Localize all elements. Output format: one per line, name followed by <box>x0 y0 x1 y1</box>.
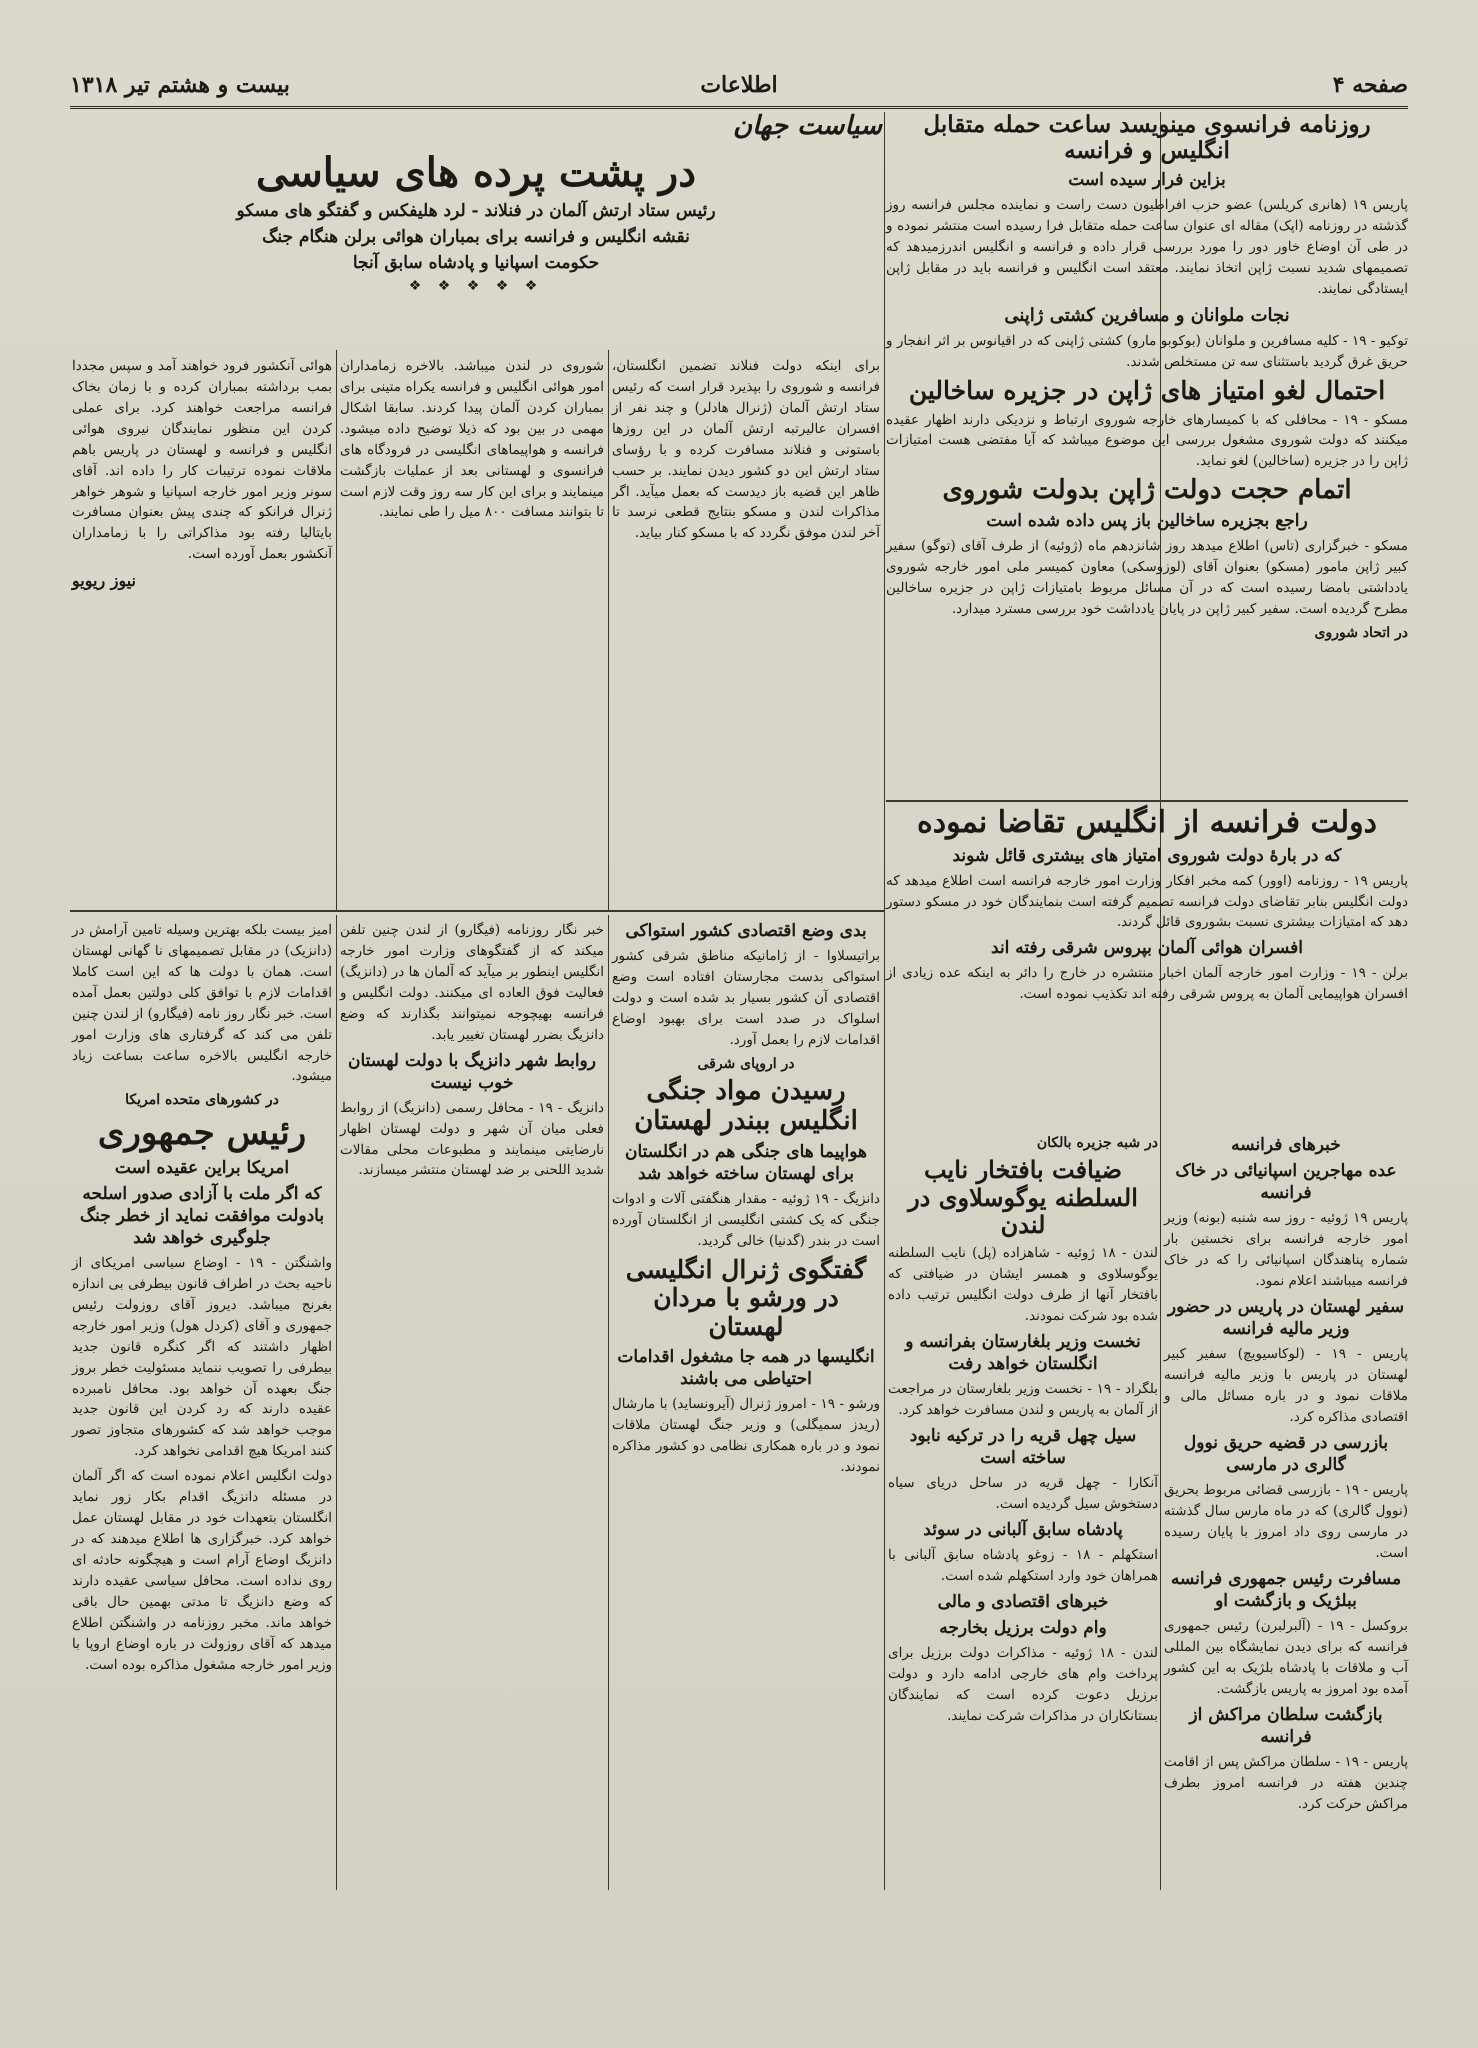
article-body: بروکسل - ۱۹ - (آلبرلبرن) رئیس جمهوری فرانسه که برای دیدن نمایشگاه بین المللی آب و ملاقات با پادشاه بلژیک به این کشور آمده بود امروز به پاریس بازگشت. <box>1164 1617 1408 1697</box>
article-body: دانزیگ - ۱۹ - محافل رسمی (دانزیگ) از روابط فعلی میان آن شهر و دولت لهستان اظهار نارضایتی مینمایند و مطبوعات محلی مقالات شدید اللحنی بر ضد لهستان منتشر میسازند. <box>340 1099 604 1179</box>
subhead-line-3: حکومت اسپانیا و پادشاه سابق آنجا <box>352 253 600 274</box>
center-feature <box>70 112 882 298</box>
section-label: خبرهای فرانسه <box>1231 1135 1341 1155</box>
headline-ultimatum: اتمام حجت دولت ژاپن بدولت شوروی <box>942 475 1352 506</box>
section-rule <box>70 910 885 912</box>
column-rule <box>336 350 337 910</box>
lower-right-column <box>886 806 1408 1009</box>
subhead-france-request: که در بارهٔ دولت شوروی امتیاز های بیشتری قائل شوند <box>952 845 1342 866</box>
article-body: پاریس - ۱۹ - سلطان مراکش پس از اقامت چندین هفته در فرانسه امروز بطرف مراکش حرکت کرد. <box>1164 1753 1408 1812</box>
headline-war-materials: رسیدن مواد جنگی انگلیس ببندر لهستان <box>634 1075 858 1136</box>
subhead-counterattack: بزاین فرار سیده است <box>1068 169 1226 190</box>
article-body: پاریس ۱۹ ژوئیه - روز سه شنبه (بونه) وزیر امور خارجه فرانسه برای نخستین بار شماره پناهندگان اسپانیائی را که در خاک فرانسه میباشند اعلام نمود. <box>1164 1210 1408 1290</box>
issue-date: بیست و هشتم تیر ۱۳۱۸ <box>70 72 290 98</box>
article-body: خبر نگار روزنامه (فیگارو) از لندن چنین تلفن میکند که از گفتگوهای وزارت امور خارجه انگلیس اینطور بر میآید که آلمان ها در (دانزیگ) فعالیت فوق العاده ای میکنند. دولت انگلیس و فرانسه بهیچوجه نمیتوانند بگذارند که وضع دانزیگ بضرر لهستان تغییر یابد. <box>340 922 604 1043</box>
headline-fire: بازرسی در قضیه حریق نوول گالری در مارسی <box>1183 1432 1389 1475</box>
article-body: براتیسلاوا - از ژامانیکه مناطق شرقی کشور استواکی بدست مجارستان افتاده است وضع اقتصادی آن کشور بسیار بد شده است و دولت اسلواک در صدد است برای بهبود اوضاع اقدامات لازم را بعمل آورد. <box>612 948 880 1048</box>
article-body: دولت انگلیس اعلام نموده است که اگر آلمان در مسئله دانزیگ اقدام بکار زور نماید انگلستان بتعهدات خود در مقابل لهستان عمل خواهد کرد. خبرگزاری ها اطلاع میدهند که در دانزیگ اوضاع آرام است و هیچگونه حادثه ای روی نداده است. محافل سیاسی عقیده دارند که وضع دانزیگ تا مدتی بهمین حال باقی خواهد ماند. مخبر روزنامه در واشنگتن اطلاع میدهد که آقای روزولت در باره اوضاع اروپا با وزیر امور خارجه مشغول مذاکره بوده است. <box>72 1468 332 1673</box>
subhead-general-warsaw: انگلیسها در همه جا مشغول اقدامات احتیاطی می باشند <box>617 1346 875 1389</box>
article-body: آنکارا - چهل قریه در ساحل دریای سیاه دستخوش سیل گردیده است. <box>888 1474 1158 1512</box>
section-label: در شبه جزیره بالکان <box>1036 1135 1158 1151</box>
subhead-war-materials: هواپیما های جنگی هم در انگلستان برای لهستان ساخته خواهد شد <box>624 1141 868 1184</box>
headline-bulgaria: نخست وزیر بلغارستان بفرانسه و انگلستان خواهد رفت <box>905 1331 1141 1374</box>
section-rule <box>886 800 1408 802</box>
headline-loan: وام دولت برزیل بخارجه <box>939 1617 1107 1638</box>
headline-flood: سیل چهل قریه را در ترکیه نابود ساخته است <box>909 1425 1137 1468</box>
article-body: برلن - ۱۹ - وزارت امور خارجه آلمان اخبار منتشره در خارج را دائر به اینکه عده زیادی از افسران هواپیمایی آلمان به پروس شرقی رفته اند تکذیب نموده است. <box>886 965 1408 1003</box>
headline-sultan: بازگشت سلطان مراکش از فرانسه <box>1189 1704 1383 1747</box>
ornament-divider: ❖ ❖ ❖ ❖ ❖ <box>408 278 544 295</box>
article-body: واشنگتن - ۱۹ - اوضاع سیاسی امریکای از ناحیه بحث در اطراف قانون بیطرفی بی اندازه بغرنج میباشد. دیروز آقای روزولت رئیس جمهوری و آقای (کردل هول) وزیر امور خارجه اظهار داشتند که اگر کنگره قانون جدید بیطرفی را تصویب ننماید مسئولیت خطر بروز جنگ بعهده آن خواهد بود. محافل نامبرده عقیده دارند که رد کردن این قانون جدید موجب خواهد شد که کشورهای متجاوز تصور کنند امریکا هیچ اقدامی نخواهد کرد. <box>72 1255 333 1460</box>
subhead-president-2: که اگر ملت با آزادی صدور اسلحه بادولت موافقت نماید از خطر جنگ جلوگیری خواهد شد <box>79 1183 325 1248</box>
headline-officers: افسران هوائی آلمان بپروس شرقی رفته اند <box>991 938 1303 959</box>
article-body: شوروی در لندن میباشد. بالاخره زمامداران امور هوائی انگلیس و فرانسه یکراه متینی برای بمباران کردن آلمان پیدا کردند. سابقا اشکال مهمی در بین بود که ذیلا توضیح داده میشود. فرانسه و هواپیماهای انگلیسی در فرودگاه های فرانسوی و لهستانی بعد از عملیات بازگشت مینمایند و برای این کار سه روز وقت لازم است تا بتوانند مسافت ۸۰۰ میل را طی نمایند. <box>340 358 604 521</box>
section-label: در اروپای شرقی <box>697 1055 795 1072</box>
article-body: هوائی آنکشور فرود خواهند آمد و سپس مجددا بمب برداشته بمباران کرده و با زمان بخاک فرانسه مراجعت خواهند کرد. برای عملی کردن این منظور نمایندگان نیروی هوائی انگلیس و فرانسه و لهستان در پاریس باهم ملاقات نموده ترتیبات کار را داده اند. آقای سونر وزیر امور خارجه اسپانیا و شوهر خواهر ژنرال فرانکو که چندی پیش بعنوان مسافرت بایتالیا رفته بود مذاکراتی را با زمامداران آنکشور بعمل آورده است. <box>72 358 332 563</box>
article-body: مسکو - خبرگزاری (تاس) اطلاع میدهد روز شانزدهم ماه (ژوئیه) از طرف آقای (توگو) سفیر کبیر ژاپن مامور (مسکو) بعنوان آقای (لوزوسکی) معاون کمیسر ملی امور خارجه شوروی یادداشتی بامضا رسیده است که در آن مسائل مربوط بامتیازات ژاپن در جزیره ساخالین مطرح گردیده است. سفیر کبیر ژاپن در پایان یادداشت خود بررسی مسترد میدارد. <box>886 538 1408 618</box>
masthead <box>70 66 1408 109</box>
subhead-line-1: رئیس ستاد ارتش آلمان در فنلاند - لرد هلیفکس و گفتگو های مسکو <box>236 200 716 221</box>
subhead-president-1: امریکا براین عقیده است <box>114 1157 290 1178</box>
right-column <box>886 112 1408 646</box>
paper-name: اطلاعات <box>700 72 778 98</box>
article-body: امیز بیست بلکه بهترین وسیله تامین آرامش در (دانزیک) در مقابل تصمیمهای نا گهانی لهستان است. همان با دولت ها که این است کاملا اقدامات لازم با توافق کلی دولتین بعمل آمده است. خبر نگار روز نامه (فیگارو) از لندن چنین تلفن می کند که گرفتاری های وزارت امور خارجه انگلیس بالاخره ساعت بساعت زیاد میشود. <box>72 922 332 1085</box>
column-rule <box>608 350 609 910</box>
article-body: دانزیگ - ۱۹ ژوئیه - مقدار هنگفتی آلات و ادوات جنگی که یک کشتی انگلیسی از انگلستان آورده است در بندر (گدنیا) خالی گردید. <box>612 1190 880 1249</box>
feature-column-a <box>612 352 880 548</box>
headline-counterattack: روزنامه فرانسوی مینویسد ساعت حمله متقابل انگلیس و فرانسه <box>923 111 1371 165</box>
headline-france-request: دولت فرانسه از انگلیس تقاضا نموده <box>917 805 1377 840</box>
feature-column-b <box>340 352 604 527</box>
article-body: پاریس - ۱۹ - (لوکاسیویچ) سفیر کبیر لهستان در پاریس با وزیر مالیه فرانسه ملاقات نمود و در باره مسائل مالی و اقتصادی مذاکره کرد. <box>1164 1346 1408 1425</box>
balkan-column <box>888 1130 1158 1731</box>
column-rule <box>884 112 885 1890</box>
headline-shipwreck: نجات ملوانان و مسافرین کشتی ژاپنی <box>1004 304 1290 326</box>
lower-left-column-a <box>72 916 332 1679</box>
article-body: مسکو - ۱۹ - محافلی که با کمیسارهای خارجه شوروی ارتباط و نزدیکی دارند اظهار عقیده میکنند که دولت شوروی مشغول بررسی این موضوع میباشد که آیا مفتضی هست امتیازات ژاپن را در جزیره (ساخالین) لغو نماید. <box>886 411 1408 470</box>
source-signoff: نیوز ریویو <box>72 571 137 591</box>
headline-yugoslav: ضیافت بافتخار نایب السلطنه یوگوسلاوی در لندن <box>908 1155 1138 1240</box>
article-body: لندن - ۱۸ ژوئیه - شاهزاده (پل) نایب السلطنه یوگوسلاوی و همسر ایشان در ضیافتی که بافتخار آنها از طرف دولت انگلیس ترتیب داده شده بود شرکت نمودند. <box>888 1244 1158 1324</box>
article-body: لندن - ۱۸ ژوئیه - مذاکرات دولت برزیل برای پرداخت وام های خارجی ادامه دارد و دولت برزیل دعوت کرده است که نمایندگان بستانکاران در مذاکرات شرکت نمایند. <box>888 1644 1158 1724</box>
headline-behind-curtain: در پشت پرده های سیاسی <box>255 148 697 196</box>
headline-president: رئیس جمهوری <box>97 1112 307 1153</box>
article-body: پاریس ۱۹ (هانری کریلس) عضو حزب افراطیون دست راست و نماینده مجلس فرانسه روز گذشته در روزنامه (اپک) مقاله ای عنوان ساعت حمله متقابل فرا رسیده است منتشر نموده و در طی آن اوضاع خاور دور را مورد بررسی قرار داده و فرانسه و انگلیس اندرزمیدهد که تصمیمهای شدید نسبت ژاپن اتخاذ نمایند. معتقد است انگلیس و فرانسه باید در مقابل ژاپن ایستادگی نمایند. <box>886 196 1408 297</box>
lower-left-column-b <box>340 916 604 1185</box>
headline-danzig: روابط شهر دانزیگ با دولت لهستان خوب نیست <box>348 1050 596 1093</box>
lower-center-column <box>612 916 880 1482</box>
subhead-line-2: نقشه انگلیس و فرانسه برای بمباران هوائی برلن هنگام جنگ <box>262 226 690 247</box>
feature-column-c <box>72 352 332 590</box>
article-body: پاریس - ۱۹ - بازرسی قضائی مربوط بحریق (نوول گالری) که در ماه مارس سال گذشته در مارسی روی داد امروز با پایان رسیده است. <box>1164 1482 1408 1561</box>
article-body: توکیو - ۱۹ - کلیه مسافرین و ملوانان (بوکوبو مارو) کشتی ژاپنی که در اقیانوس بر اثر انفجار و حریق غرق گردید باستثنای سه تن مستخلص شدند. <box>886 332 1408 370</box>
france-news-column <box>1164 1130 1408 1819</box>
article-body: برای اینکه دولت فنلاند تضمین انگلستان، فرانسه و شوروی را بپذیرد قرار است که رئیس ستاد ارتش آلمان (ژنرال هادلر) و چند نفر از افسران عالیرتبه ارتش آلمان در این روزها باستونی و فنلاند مسافرت کرده و با رؤسای ستاد ارتش این دو کشور دیدن نمایند. بر حسب ظاهر این قضیه باز دیدست که بعمل میآید. اگر مذاکرات لندن و مسکو بنتایج قطعی نرسد تا آخر لندن موفق نگردد که با مسکو کنار بیاید. <box>612 358 880 542</box>
article-body: ورشو - ۱۹ - امروز ژنرال (آیرونساید) با مارشال (ریدز سمیگلی) و وزیر جنگ لهستان ملاقات نمود و در باره همکاری نظامی دو کشور مذاکره نمودند. <box>612 1396 880 1475</box>
column-rule <box>336 915 337 1890</box>
article-body: بلگراد - ۱۹ - نخست وزیر بلغارستان در مراجعت از آلمان به پاریس و لندن مسافرت خواهد کرد. <box>888 1380 1158 1418</box>
headline-president-trip: مسافرت رئیس جمهوری فرانسه ببلژیک و بازگشت او <box>1170 1568 1402 1611</box>
headline-general-warsaw: گفتگوی ژنرال انگلیسی در ورشو با مردان لهستان <box>625 1254 867 1342</box>
section-label: در اتحاد شوروی <box>1314 625 1408 641</box>
section-label: در کشورهای متحده امریکا <box>125 1092 279 1109</box>
page-number: صفحه ۴ <box>1332 72 1408 98</box>
section-label: خبرهای اقتصادی و مالی <box>937 1591 1109 1612</box>
headline-ambassador: سفیر لهستان در پاریس در حضور وزیر مالیه فرانسه <box>1167 1296 1405 1340</box>
headline-sakhalin: احتمال لغو امتیاز های ژاپن در جزیره ساخالین <box>908 375 1386 405</box>
headline-slovakia: بدی وضع اقتصادی کشور استواکی <box>625 921 867 941</box>
article-body: پاریس ۱۹ - روزنامه (اوور) کمه مخبر افکار وزارت امور خارجه فرانسه است اطلاع میدهد که دولت انگلیس بنابر تقاضای دولت فرانسه تصمیم گرفته است بنمایندگان خود در مسکو دستور دهد که امتیازات بیشتری نسبت بشوروی قائل گردند. <box>886 872 1408 931</box>
article-body: استکهلم - ۱۸ - زوغو پادشاه سابق آلبانی با همراهان خود وارد استکهلم شده است. <box>888 1546 1158 1584</box>
column-rule <box>608 915 609 1890</box>
subhead-ultimatum: راجع بجزیره ساخالین باز پس داده شده است <box>986 511 1308 532</box>
headline-refugees: عده مهاجرین اسپانیائی در خاک فرانسه <box>1175 1161 1397 1204</box>
headline-albania: پادشاه سابق آلبانی در سوئد <box>923 1519 1123 1540</box>
section-title: سیاست جهان <box>733 111 882 141</box>
